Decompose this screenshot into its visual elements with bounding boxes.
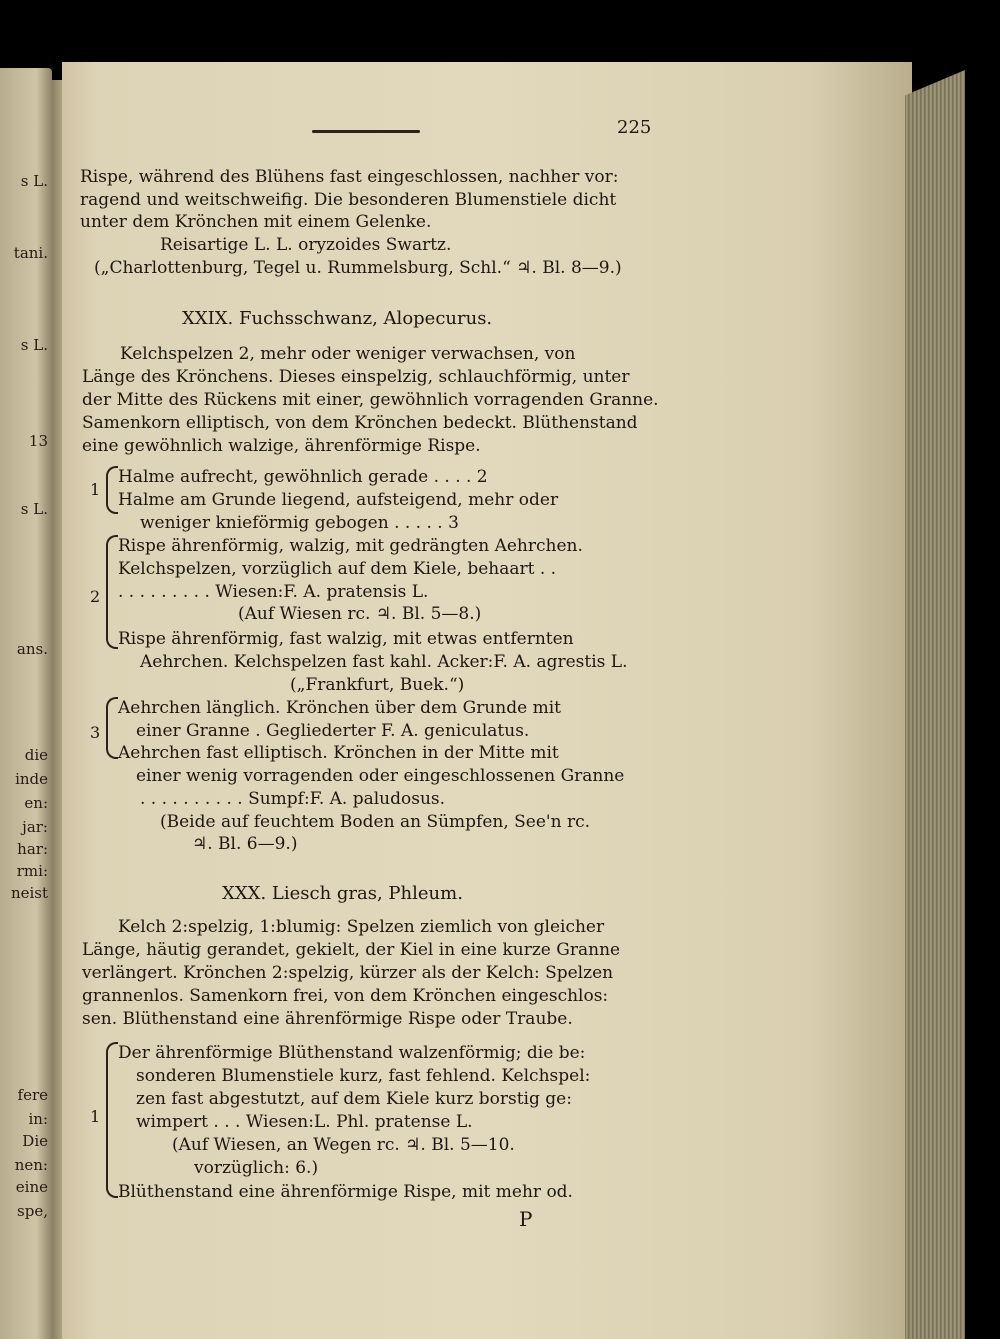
- key-line: sonderen Blumenstiele kurz, fast fehlend. Kelchspel:: [136, 1066, 591, 1086]
- key-line: einer wenig vorragenden oder eingeschlossenen Granne: [136, 766, 625, 786]
- key-line: einer Granne . Gegliederter F. A. geniculatus.: [136, 721, 530, 741]
- key-line: . . . . . . . . . . Sumpf:F. A. paludosus.: [140, 789, 446, 809]
- key-line: Rispe ährenförmig, fast walzig, mit etwas entfernten: [118, 629, 574, 649]
- body-line: Samenkorn elliptisch, von dem Krönchen bedeckt. Blüthenstand: [82, 413, 638, 433]
- body-line: eine gewöhnlich walzige, ährenförmige Rispe.: [82, 436, 481, 456]
- key-line: Halme aufrecht, gewöhnlich gerade . . . . 2: [118, 467, 488, 487]
- key-brace: [106, 1042, 118, 1198]
- body-line: Länge des Krönchens. Dieses einspelzig, schlauchförmig, unter: [82, 367, 630, 387]
- margin-fragment: nen:: [14, 1156, 48, 1174]
- locality-note: ♃. Bl. 6—9.): [192, 834, 298, 854]
- locality-note: („Frankfurt, Buek.“): [290, 675, 465, 695]
- margin-fragment: s L.: [20, 336, 48, 354]
- margin-fragment: rmi:: [16, 862, 48, 880]
- locality-note: (Beide auf feuchtem Boden an Sümpfen, See'n rc.: [160, 812, 590, 832]
- margin-fragment: s L.: [20, 500, 48, 518]
- signature-mark: P: [519, 1207, 533, 1231]
- margin-fragment: inde: [15, 770, 48, 788]
- key-number: 1: [90, 1107, 101, 1126]
- locality-note: („Charlottenburg, Tegel u. Rummelsburg, Schl.“ ♃. Bl. 8—9.): [94, 258, 622, 278]
- key-line: weniger knieförmig gebogen . . . . . 3: [140, 513, 459, 533]
- body-line: sen. Blüthenstand eine ährenförmige Rispe oder Traube.: [82, 1009, 573, 1029]
- margin-fragment: tani.: [13, 244, 48, 262]
- page-number: 225: [617, 117, 652, 138]
- key-line: wimpert . . . Wiesen:L. Phl. pratense L.: [136, 1112, 473, 1132]
- body-line: Rispe, während des Blühens fast eingeschlossen, nachher vor:: [80, 167, 619, 187]
- key-brace: [106, 697, 118, 759]
- margin-fragment: eine: [15, 1178, 48, 1196]
- key-number: 3: [90, 723, 101, 742]
- body-line: grannenlos. Samenkorn frei, von dem Krönchen eingeschlos:: [82, 986, 609, 1006]
- left-page-edge: [0, 68, 52, 1339]
- key-line: Blüthenstand eine ährenförmige Rispe, mit mehr od.: [118, 1182, 573, 1202]
- body-line: verlängert. Krönchen 2:spelzig, kürzer als der Kelch: Spelzen: [82, 963, 614, 983]
- body-line: unter dem Krönchen mit einem Gelenke.: [80, 212, 432, 232]
- margin-fragment: Die: [22, 1132, 48, 1150]
- key-line: Aehrchen fast elliptisch. Krönchen in der Mitte mit: [118, 743, 559, 763]
- key-brace: [106, 535, 118, 649]
- key-line: Kelchspelzen, vorzüglich auf dem Kiele, behaart . .: [118, 559, 557, 579]
- species-name: Reisartige L. L. oryzoides Swartz.: [160, 235, 452, 255]
- margin-fragment: 13: [28, 432, 48, 450]
- key-line: Der ährenförmige Blüthenstand walzenförmig; die be:: [118, 1043, 586, 1063]
- margin-fragment: jar:: [22, 818, 48, 836]
- key-line: Halme am Grunde liegend, aufsteigend, mehr oder: [118, 490, 559, 510]
- margin-fragment: die: [24, 746, 48, 764]
- key-line: . . . . . . . . . Wiesen:F. A. pratensis L.: [118, 582, 429, 602]
- margin-fragment: neist: [10, 884, 48, 902]
- locality-note: vorzüglich: 6.): [194, 1158, 319, 1178]
- key-line: Rispe ährenförmig, walzig, mit gedrängten Aehrchen.: [118, 536, 583, 556]
- key-number: 1: [90, 480, 101, 499]
- margin-fragment: in:: [28, 1110, 48, 1128]
- body-line: der Mitte des Rückens mit einer, gewöhnlich vorragenden Granne.: [82, 390, 659, 410]
- key-brace: [106, 466, 118, 514]
- margin-fragment: ans.: [16, 640, 48, 658]
- body-line: ragend und weitschweifig. Die besonderen Blumenstiele dicht: [80, 190, 617, 210]
- locality-note: (Auf Wiesen rc. ♃. Bl. 5—8.): [238, 604, 482, 624]
- margin-fragment: s L.: [20, 172, 48, 190]
- body-line: Kelch 2:spelzig, 1:blumig: Spelzen ziemlich von gleicher: [118, 917, 605, 937]
- page-edges: [905, 70, 965, 1339]
- section-heading: XXIX. Fuchsschwanz, Alopecurus.: [182, 308, 493, 329]
- section-heading: XXX. Liesch gras, Phleum.: [222, 883, 463, 904]
- header-ornament: [312, 130, 420, 133]
- body-line: Länge, häutig gerandet, gekielt, der Kiel in eine kurze Granne: [82, 940, 621, 960]
- locality-note: (Auf Wiesen, an Wegen rc. ♃. Bl. 5—10.: [172, 1135, 515, 1155]
- key-line: zen fast abgestutzt, auf dem Kiele kurz borstig ge:: [136, 1089, 572, 1109]
- body-line: Kelchspelzen 2, mehr oder weniger verwachsen, von: [120, 344, 576, 364]
- key-line: Aehrchen länglich. Krönchen über dem Grunde mit: [118, 698, 561, 718]
- key-line: Aehrchen. Kelchspelzen fast kahl. Acker:F. A. agrestis L.: [140, 652, 628, 672]
- margin-fragment: spe,: [17, 1202, 48, 1220]
- margin-fragment: har:: [17, 840, 48, 858]
- margin-fragment: en:: [24, 794, 48, 812]
- margin-fragment: fere: [17, 1086, 48, 1104]
- key-number: 2: [90, 587, 101, 606]
